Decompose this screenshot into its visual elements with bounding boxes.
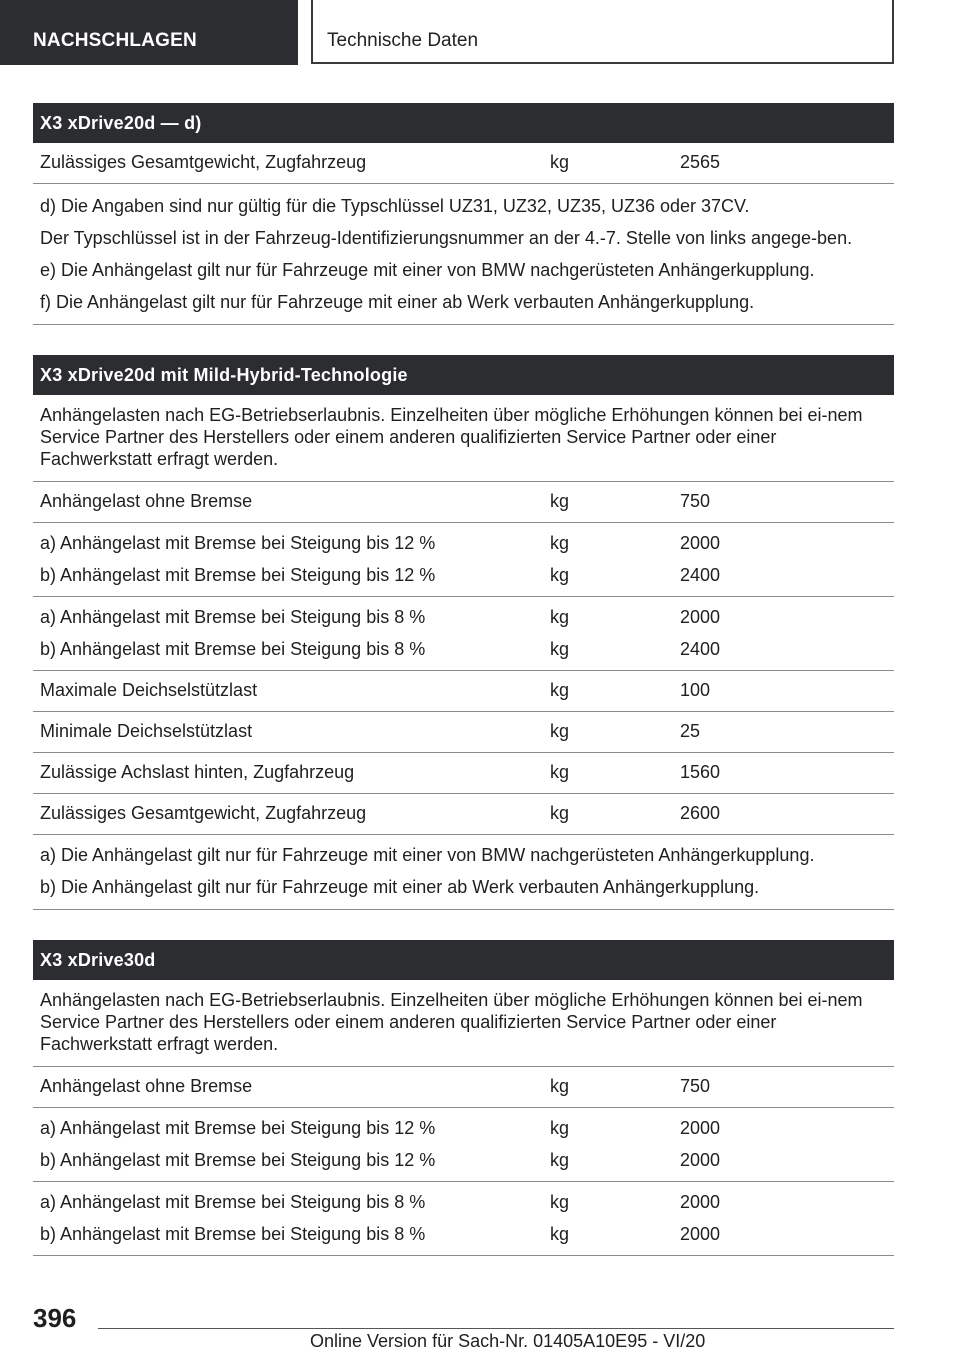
page-header	[0, 0, 960, 66]
footnotes	[33, 184, 894, 325]
section-title: NACHSCHLAGEN	[0, 0, 298, 65]
row-unit: kg	[550, 1076, 570, 1096]
row-label: a) Anhängelast mit Bremse bei Steigung bis 12 %	[40, 1118, 436, 1138]
row-label: Maximale Deichselstützlast	[40, 680, 258, 700]
table-row	[33, 1067, 894, 1108]
row-unit: kg	[550, 680, 570, 700]
row-value: 2000	[680, 533, 721, 553]
row-label: b) Anhängelast mit Bremse bei Steigung bis 12 %	[40, 1150, 436, 1170]
row-unit: kg	[550, 491, 570, 511]
row-label: Anhängelast ohne Bremse	[40, 1076, 253, 1096]
row-label: b) Anhängelast mit Bremse bei Steigung bis 8 %	[40, 639, 426, 659]
table-row	[33, 753, 894, 794]
row-value: 25	[680, 721, 701, 741]
row-label: a) Anhängelast mit Bremse bei Steigung bis 12 %	[40, 533, 436, 553]
row-value: 2000	[680, 607, 721, 627]
footnote: e) Die Anhängelast gilt nur für Fahrzeuge mit einer von BMW nachgerüsteten Anhängerkupplung.	[40, 260, 815, 280]
table-title: X3 xDrive30d	[33, 940, 894, 980]
footnote: f) Die Anhängelast gilt nur für Fahrzeuge mit einer ab Werk verbauten Anhängerkupplung.	[40, 292, 755, 312]
table-x3-xdrive30d	[33, 940, 894, 1256]
table-intro	[33, 980, 894, 1067]
row-unit: kg	[550, 152, 570, 172]
footer-divider	[98, 1328, 894, 1329]
row-label: b) Anhängelast mit Bremse bei Steigung bis 8 %	[40, 1224, 426, 1244]
row-label: Anhängelast ohne Bremse	[40, 491, 253, 511]
page-content	[33, 103, 894, 1256]
row-value: 2000	[680, 1118, 721, 1138]
row-value: 100	[680, 680, 711, 700]
table-row	[33, 523, 894, 597]
table-title: X3 xDrive20d — d)	[33, 103, 894, 143]
footnote: a) Die Anhängelast gilt nur für Fahrzeuge mit einer von BMW nachgerüsteten Anhängerkupplung.	[40, 845, 815, 865]
table-row	[33, 794, 894, 835]
footnotes	[33, 835, 894, 910]
row-label: a) Anhängelast mit Bremse bei Steigung bis 8 %	[40, 607, 426, 627]
page-number: 396	[33, 1303, 77, 1333]
table-row	[33, 712, 894, 753]
row-value: 750	[680, 1076, 711, 1096]
footnote: Der Typschlüssel ist in der Fahrzeug-Identifizierungsnummer an der 4.-7. Stelle von links angege-ben.	[40, 228, 853, 248]
table-intro	[33, 395, 894, 482]
row-value: 2565	[680, 152, 721, 172]
intro-text: Anhängelasten nach EG-Betriebserlaubnis. Einzelheiten über mögliche Erhöhungen können bei ei-nem Service Partner des Herstellers oder einem anderen qualifizierten Service Partner oder einer Fachwerkstatt erfragt werden.	[40, 405, 863, 469]
table-row	[33, 597, 894, 671]
row-label: Minimale Deichselstützlast	[40, 721, 253, 741]
table-title: X3 xDrive20d mit Mild-Hybrid-Technologie	[33, 355, 894, 395]
row-value: 750	[680, 491, 711, 511]
row-label: b) Anhängelast mit Bremse bei Steigung bis 12 %	[40, 565, 436, 585]
row-unit: kg	[550, 762, 570, 782]
table-row	[33, 143, 894, 184]
table-x3-xdrive20d	[33, 103, 894, 325]
row-label: Zulässiges Gesamtgewicht, Zugfahrzeug	[40, 152, 367, 172]
row-unit: kg	[550, 803, 570, 823]
row-value: 2400	[680, 565, 721, 585]
row-value: 2000	[680, 1224, 721, 1244]
row-unit: kg	[550, 639, 570, 659]
row-label: a) Anhängelast mit Bremse bei Steigung bis 8 %	[40, 1192, 426, 1212]
footnote: b) Die Anhängelast gilt nur für Fahrzeuge mit einer ab Werk verbauten Anhängerkupplung.	[40, 877, 760, 897]
footnote: d) Die Angaben sind nur gültig für die Typschlüssel UZ31, UZ32, UZ35, UZ36 oder 37CV.	[40, 196, 750, 216]
row-value: 2400	[680, 639, 721, 659]
row-value: 1560	[680, 762, 721, 782]
row-unit: kg	[550, 721, 570, 741]
row-value: 2000	[680, 1150, 721, 1170]
row-label: Zulässige Achslast hinten, Zugfahrzeug	[40, 762, 355, 782]
table-row	[33, 1108, 894, 1182]
row-unit: kg	[550, 607, 570, 627]
row-unit: kg	[550, 1150, 570, 1170]
row-label: Zulässiges Gesamtgewicht, Zugfahrzeug	[40, 803, 367, 823]
table-row	[33, 671, 894, 712]
row-value: 2000	[680, 1192, 721, 1212]
row-unit: kg	[550, 533, 570, 553]
row-unit: kg	[550, 1224, 570, 1244]
online-version-link[interactable]: Online Version für Sach-Nr. 01405A10E95 - VI/20	[310, 1331, 706, 1351]
table-row	[33, 1182, 894, 1256]
row-value: 2600	[680, 803, 721, 823]
table-row	[33, 482, 894, 523]
intro-text: Anhängelasten nach EG-Betriebserlaubnis. Einzelheiten über mögliche Erhöhungen können bei ei-nem Service Partner des Herstellers oder einem anderen qualifizierten Service Partner oder einer Fachwerkstatt erfragt werden.	[40, 990, 863, 1054]
chapter-title: Technische Daten	[311, 0, 894, 64]
row-unit: kg	[550, 1118, 570, 1138]
table-x3-xdrive20d-mild-hybrid	[33, 355, 894, 910]
row-unit: kg	[550, 565, 570, 585]
row-unit: kg	[550, 1192, 570, 1212]
